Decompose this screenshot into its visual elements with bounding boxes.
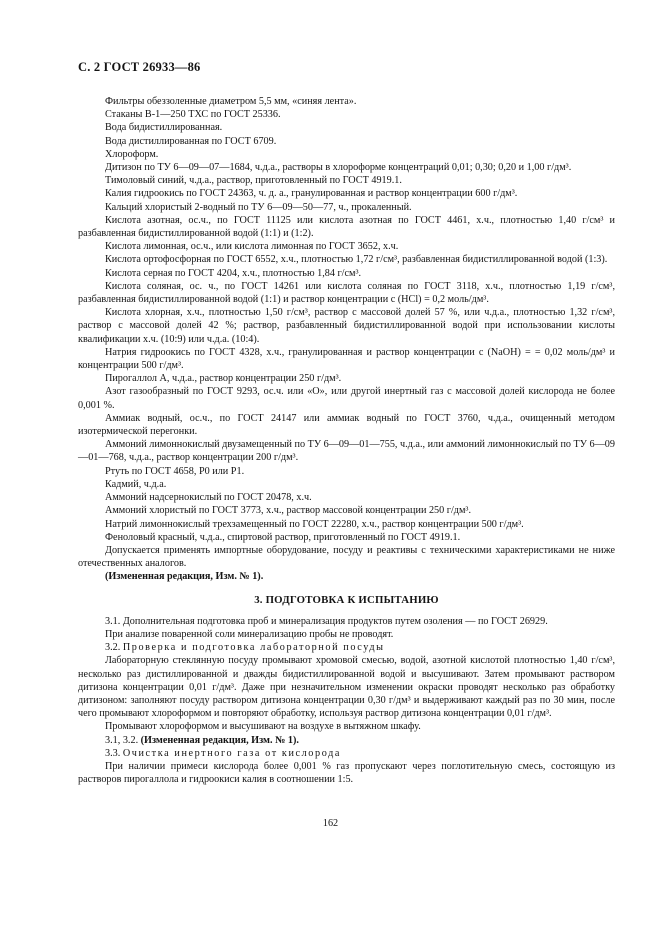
- paragraph: Кадмий, ч.д.а.: [105, 478, 167, 490]
- document-body: [78, 95, 615, 786]
- subsection-title: Очистка инертного газа от кислорода: [122, 747, 341, 759]
- paragraph: Феноловый красный, ч.д.а., спиртовой раствор, приготовленный по ГОСТ 4919.1.: [105, 531, 461, 543]
- paragraph: Азот газообразный по ГОСТ 9293, ос.ч. или «О», или другой инертный газ с массовой долей кислорода не более 0,001 %.: [78, 386, 615, 411]
- paragraph: Аммоний хлористый по ГОСТ 3773, х.ч., раствор массовой концентрации 250 г/дм³.: [105, 505, 472, 517]
- paragraph: [78, 734, 615, 747]
- paragraph: При анализе поваренной соли минерализацию пробы не проводят.: [105, 628, 394, 640]
- paragraph-number: 3.1, 3.2.: [105, 734, 141, 746]
- paragraph: Ртуть по ГОСТ 4658, Р0 или Р1.: [105, 465, 245, 477]
- paragraph: Тимоловый синий, ч.д.а., раствор, приготовленный по ГОСТ 4919.1.: [105, 175, 402, 187]
- paragraph: Дитизон по ТУ 6—09—07—1684, ч.д.а., растворы в хлороформе концентраций 0,01; 0,30; 0,20 и 1,00 г/дм³.: [105, 162, 572, 174]
- paragraph: Кислота азотная, ос.ч., по ГОСТ 11125 или кислота азотная по ГОСТ 4461, х.ч., плотностью 1,40 г/см³ и разбавленная бидистиллированной водой (1:1) и (1:2).: [78, 214, 615, 240]
- paragraph: Кислота лимонная, ос.ч., или кислота лимонная по ГОСТ 3652, х.ч.: [105, 241, 399, 253]
- paragraph: Хлороформ.: [105, 148, 159, 160]
- paragraph: Стаканы В-1—250 ТХС по ГОСТ 25336.: [105, 109, 281, 121]
- paragraph: Натрия гидроокись по ГОСТ 4328, х.ч., гранулированная и раствор концентрации c (NaOH) = = 0,02 моль/дм³ и концентрации 500 г/дм³.: [78, 346, 615, 372]
- paragraph: Аммоний надсернокислый по ГОСТ 20478, х.ч.: [105, 492, 312, 504]
- paragraph: Вода дистиллированная по ГОСТ 6709.: [105, 135, 277, 147]
- paragraph: Кислота ортофосфорная по ГОСТ 6552, х.ч., плотностью 1,72 г/см³, разбавленная бидистиллированной водой (1:3).: [105, 254, 608, 266]
- paragraph: Аммиак водный, ос.ч., по ГОСТ 24147 или аммиак водный по ГОСТ 3760, ч.д.а., очищенный методом изотермической перегонки.: [78, 412, 615, 438]
- paragraph: Кислота серная по ГОСТ 4204, х.ч., плотностью 1,84 г/см³.: [105, 267, 362, 279]
- paragraph: При наличии примеси кислорода более 0,001 % газ пропускают через поглотительную смесь, состоящую из растворов пирогаллола и гидроокиси калия в соотношении 1:5.: [78, 760, 615, 786]
- page-header: С. 2 ГОСТ 26933—86: [78, 60, 201, 74]
- page-number: 162: [322, 818, 339, 829]
- paragraph: [78, 641, 615, 654]
- paragraph: Аммоний лимоннокислый двузамещенный по ТУ 6—09—01—755, ч.д.а., или аммоний лимоннокислый по ТУ 6—09—01—768, ч.д.а., раствор концентрации 200 г/дм³.: [78, 439, 615, 464]
- paragraph: Калия гидроокись по ГОСТ 24363, ч. д. а., гранулированная и раствор концентрации 600 г/дм³.: [105, 188, 518, 200]
- paragraph-number: 3.3.: [105, 747, 123, 759]
- section-3-text: [78, 615, 615, 787]
- paragraph: Кислота хлорная, х.ч., плотностью 1,50 г/см³, раствор с массовой долей 57 %, или ч.д.а., плотностью 1,32 г/см³, раствор с массовой долей 42 %; раствор, разбавленный бидистиллированной водой при использовании кислоты квалификации х.ч. (10:9) или ч.д.а. (10:4).: [78, 307, 615, 345]
- paragraph-number: 3.2.: [105, 642, 123, 654]
- paragraph: (Измененная редакция, Изм. № 1).: [105, 571, 264, 583]
- amendment-note: (Измененная редакция, Изм. № 1).: [140, 734, 299, 746]
- paragraph: Фильтры обеззоленные диаметром 5,5 мм, «синяя лента».: [105, 96, 357, 107]
- paragraph: Допускается применять импортные оборудование, посуду и реактивы с техническими характеристиками не ниже отечественных аналогов.: [78, 544, 615, 570]
- paragraph: 3.1. Дополнительная подготовка проб и минерализация продуктов путем озоления — по ГОСТ 26929.: [105, 615, 548, 627]
- paragraph: Пирогаллол А, ч.д.а., раствор концентрации 250 г/дм³.: [105, 373, 342, 385]
- paragraph: Кислота соляная, ос. ч., по ГОСТ 14261 или кислота соляная по ГОСТ 3118, х.ч., плотностью 1,19 г/см³, разбавленная бидистиллированной водой (1:1) и раствор концентрации c (HCl) = 0,2 моль/дм³.: [78, 280, 615, 306]
- paragraph: Лабораторную стеклянную посуду промывают хромовой смесью, водой, азотной кислотой плотностью 1,40 г/см³, несколько раз дистиллированной и дважды бидистиллированной водой и высушивают. Затем промывают раствором дитизона концентрации 0,01 г/дм³. Даже при незначительном изменении окраски проводят несколько раз обработку дитизоном: заполняют посуду раствором дитизона концентрации 0,30 г/дм³ и выдерживают каждый раз по 30 мин, после чего промывают хлороформом и повторяют обработку, используя раствор дитизона концентрации 0,01 г/дм³.: [78, 655, 615, 720]
- paragraph: Кальций хлористый 2-водный по ТУ 6—09—50—77, ч., прокаленный.: [105, 201, 412, 213]
- subsection-title: Проверка и подготовка лабораторной посуды: [122, 642, 385, 654]
- paragraph: Промывают хлороформом и высушивают на воздухе в вытяжном шкафу.: [105, 721, 421, 733]
- paragraph: Вода бидистиллированная.: [105, 122, 223, 134]
- section-heading: 3. ПОДГОТОВКА К ИСПЫТАНИЮ: [254, 593, 439, 606]
- paragraph: [78, 747, 615, 760]
- reagent-list: [78, 95, 615, 584]
- paragraph: Натрий лимоннокислый трехзамещенный по ГОСТ 22280, х.ч., раствор концентрации 500 г/дм³.: [105, 518, 524, 530]
